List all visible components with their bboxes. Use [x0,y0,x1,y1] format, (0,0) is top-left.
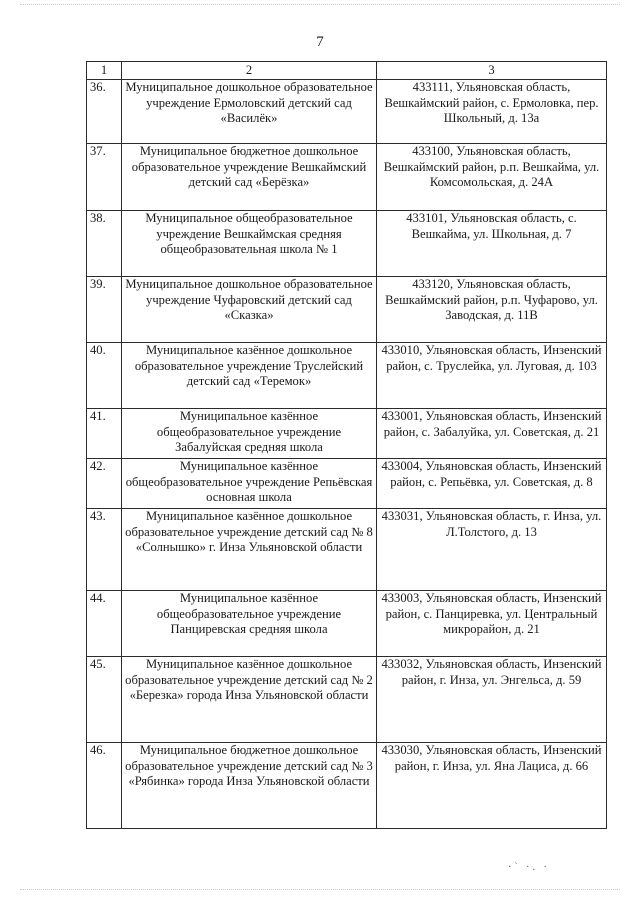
institution-name: Муниципальное казённое общеобразовательное учреждение Репьёвская основная школа [122,459,377,509]
row-number: 42. [87,459,122,509]
table-row [87,80,607,144]
row-number: 44. [87,591,122,657]
row-number: 40. [87,343,122,409]
institution-address: 433010, Ульяновская область, Инзенский район, с. Труслейка, ул. Луговая, д. 103 [377,343,607,409]
table-row [87,343,607,409]
institution-name: Муниципальное казённое общеобразовательное учреждение Панциревская средняя школа [122,591,377,657]
institution-name: Муниципальное казённое общеобразовательное учреждение Забалуйская средняя школа [122,409,377,459]
row-number: 46. [87,743,122,829]
row-number: 38. [87,211,122,277]
row-number: 43. [87,509,122,591]
table-row [87,657,607,743]
institution-name: Муниципальное бюджетное дошкольное образовательное учреждение Вешкаймский детский сад «Берёзка» [122,144,377,211]
scan-edge-bottom [20,889,620,890]
row-number: 36. [87,80,122,144]
page-number: 7 [316,34,324,50]
table-row [87,591,607,657]
institution-name: Муниципальное дошкольное образовательное учреждение Чуфаровский детский сад «Сказка» [122,277,377,343]
institution-name: Муниципальное общеобразовательное учреждение Вешкаймская средняя общеобразовательная школа № 1 [122,211,377,277]
institution-name: Муниципальное казённое дошкольное образовательное учреждение детский сад № 2 «Березка» города Инза Ульяновской области [122,657,377,743]
table-row [87,509,607,591]
institution-address: 433111, Ульяновская область, Вешкаймский район, с. Ермоловка, пер. Школьный, д. 13а [377,80,607,144]
institution-address: 433100, Ульяновская область, Вешкаймский район, р.п. Вешкайма, ул. Комсомольская, д. 24А [377,144,607,211]
column-header-1: 1 [87,62,122,80]
scan-artifact-marks: ·` ·. · [508,862,550,873]
institution-name: Муниципальное казённое дошкольное образовательное учреждение Труслейский детский сад «Теремок» [122,343,377,409]
column-header-3: 3 [377,62,607,80]
row-number: 39. [87,277,122,343]
table-row [87,277,607,343]
scan-edge-top [20,4,620,5]
institution-address: 433031, Ульяновская область, г. Инза, ул. Л.Толстого, д. 13 [377,509,607,591]
institution-address: 433101, Ульяновская область, с. Вешкайма, ул. Школьная, д. 7 [377,211,607,277]
table-row [87,743,607,829]
institution-name: Муниципальное бюджетное дошкольное образовательное учреждение детский сад № 3 «Рябинка» города Инза Ульяновской области [122,743,377,829]
institution-name: Муниципальное дошкольное образовательное учреждение Ермоловский детский сад «Василёк» [122,80,377,144]
institution-address: 433003, Ульяновская область, Инзенский район, с. Панциревка, ул. Центральный микрорайон, д. 21 [377,591,607,657]
institution-address: 433030, Ульяновская область, Инзенский район, г. Инза, ул. Яна Лациса, д. 66 [377,743,607,829]
institutions-table [86,61,607,829]
institution-address: 433004, Ульяновская область, Инзенский район, с. Репьёвка, ул. Советская, д. 8 [377,459,607,509]
table-header-row [87,62,607,80]
row-number: 37. [87,144,122,211]
table-row [87,144,607,211]
institution-address: 433001, Ульяновская область, Инзенский район, с. Забалуйка, ул. Советская, д. 21 [377,409,607,459]
institution-address: 433032, Ульяновская область, Инзенский район, г. Инза, ул. Энгельса, д. 59 [377,657,607,743]
table-row [87,459,607,509]
column-header-2: 2 [122,62,377,80]
table-row [87,409,607,459]
row-number: 45. [87,657,122,743]
institution-name: Муниципальное казённое дошкольное образовательное учреждение детский сад № 8 «Солнышко» г. Инза Ульяновской области [122,509,377,591]
row-number: 41. [87,409,122,459]
table-row [87,211,607,277]
institution-address: 433120, Ульяновская область, Вешкаймский район, р.п. Чуфарово, ул. Заводская, д. 11В [377,277,607,343]
